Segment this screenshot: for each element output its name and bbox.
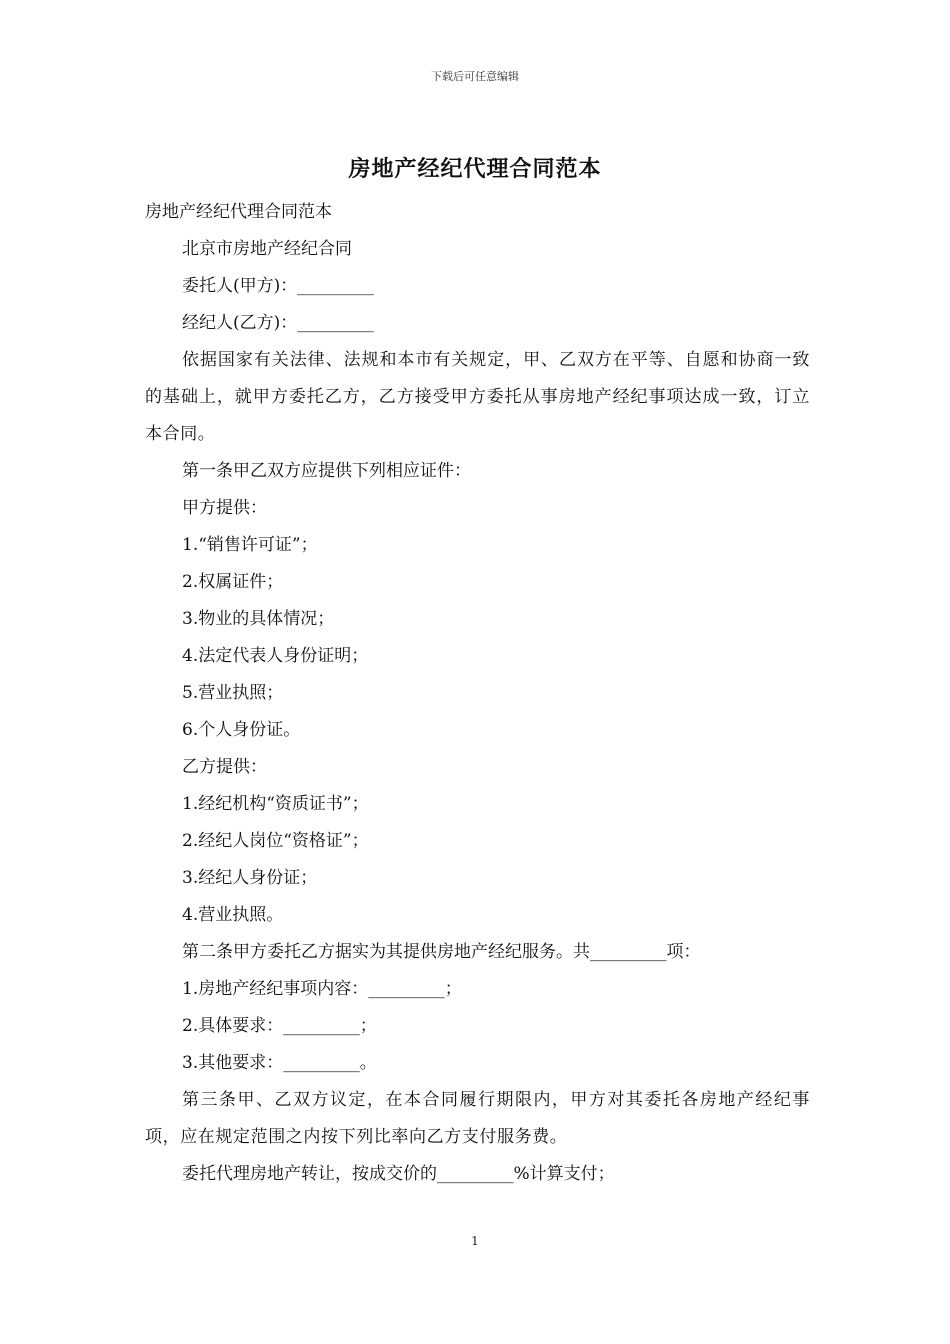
list-item: 3.其他要求：_________。: [182, 1053, 377, 1073]
party-b-provides-heading: 乙方提供：: [182, 757, 267, 777]
list-item: 4.法定代表人身份证明；: [182, 646, 369, 666]
list-item: 1.经纪机构“资质证书”；: [182, 794, 369, 814]
article-2-heading: 第二条甲方委托乙方据实为其提供房地产经纪服务。共_________项：: [182, 942, 701, 962]
party-a-line: 委托人(甲方)：_________: [182, 276, 374, 296]
document-body: [145, 194, 810, 1193]
document-subtitle: 房地产经纪代理合同范本: [145, 202, 332, 222]
article-3-paragraph: 第三条甲、乙双方议定，在本合同履行期限内，甲方对其委托各房地产经纪事项，应在规定范围之内按下列比率向乙方支付服务费。: [145, 1090, 810, 1147]
article-3-clause: 委托代理房地产转让，按成交价的_________%计算支付；: [182, 1164, 615, 1184]
list-item: 1.房地产经纪事项内容：_________；: [182, 979, 462, 999]
list-item: 4.营业执照。: [182, 905, 284, 925]
party-a-provides-heading: 甲方提供：: [182, 498, 267, 518]
list-item: 1.“销售许可证”；: [182, 535, 318, 555]
document-title: 房地产经纪代理合同范本: [348, 156, 602, 182]
list-item: 3.经纪人身份证；: [182, 868, 318, 888]
list-item: 2.具体要求：_________；: [182, 1016, 377, 1036]
header-note: 下载后可任意编辑: [431, 70, 519, 83]
city-contract-line: 北京市房地产经纪合同: [182, 239, 352, 259]
list-item: 6.个人身份证。: [182, 720, 301, 740]
page-number: 1: [471, 1234, 479, 1248]
list-item: 2.权属证件；: [182, 572, 284, 592]
list-item: 3.物业的具体情况；: [182, 609, 335, 629]
article-1-heading: 第一条甲乙双方应提供下列相应证件：: [182, 461, 471, 481]
list-item: 5.营业执照；: [182, 683, 284, 703]
party-b-line: 经纪人(乙方)：_________: [182, 313, 374, 333]
list-item: 2.经纪人岗位“资格证”；: [182, 831, 369, 851]
intro-paragraph: 依据国家有关法律、法规和本市有关规定，甲、乙双方在平等、自愿和协商一致的基础上，就甲方委托乙方，乙方接受甲方委托从事房地产经纪事项达成一致，订立本合同。: [145, 350, 810, 444]
